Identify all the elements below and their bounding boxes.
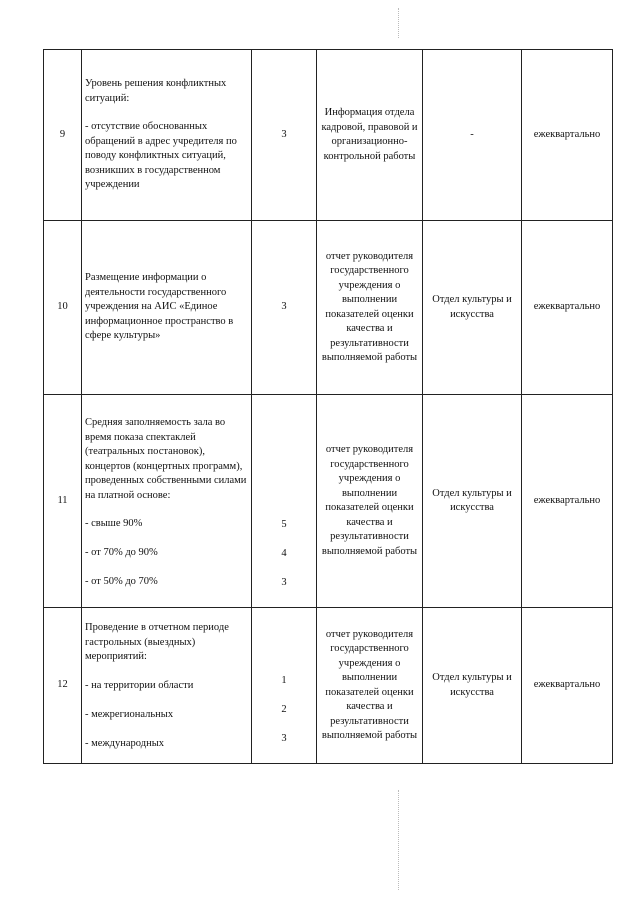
row-number: 12 bbox=[44, 608, 82, 764]
table-row bbox=[44, 50, 613, 221]
score-value: 3 bbox=[281, 577, 287, 588]
criterion-cell bbox=[82, 50, 252, 221]
period-cell: ежеквартально bbox=[522, 50, 613, 221]
table-row bbox=[44, 395, 613, 608]
criterion-cell bbox=[82, 221, 252, 395]
responsible-cell: - bbox=[423, 50, 522, 221]
score-cell: 3 bbox=[252, 50, 317, 221]
row-number: 9 bbox=[44, 50, 82, 221]
row-number: 10 bbox=[44, 221, 82, 395]
criterion-head: Размещение информации о деятельности государственного учреждения на АИС «Единое информационное пространство в сфере культуры» bbox=[85, 272, 234, 342]
row-number: 11 bbox=[44, 395, 82, 608]
source-cell: отчет руководителя государственного учреждения о выполнении показателей оценки качества и результативности выполняемой работы bbox=[317, 221, 423, 395]
responsible-cell: Отдел культуры и искусства bbox=[423, 608, 522, 764]
criterion-head: Уровень решения конфликтных ситуаций: bbox=[85, 78, 227, 104]
source-cell: отчет руководителя государственного учреждения о выполнении показателей оценки качества и результативности выполняемой работы bbox=[317, 395, 423, 608]
table-row bbox=[44, 221, 613, 395]
responsible-cell: Отдел культуры и искусства bbox=[423, 395, 522, 608]
score-value: 3 bbox=[281, 733, 287, 744]
criterion-item: - свыше 90% bbox=[85, 518, 143, 529]
criterion-item: - на территории области bbox=[85, 679, 194, 691]
criterion-item: - от 70% до 90% bbox=[85, 547, 158, 558]
period-cell: ежеквартально bbox=[522, 608, 613, 764]
score-value: 5 bbox=[281, 519, 287, 530]
score-value: 4 bbox=[281, 548, 287, 559]
criterion-head: Проведение в отчетном периоде гастрольных (выездных) мероприятий: bbox=[85, 622, 229, 663]
criterion-item: - межрегиональных bbox=[85, 708, 174, 720]
score-value: 1 bbox=[281, 675, 287, 686]
scan-artifact-top bbox=[398, 8, 400, 38]
criterion-item: - от 50% до 70% bbox=[85, 576, 158, 587]
scan-artifact-bottom bbox=[398, 790, 400, 890]
criterion-item: - международных bbox=[85, 737, 165, 749]
score-value: 2 bbox=[281, 704, 287, 715]
score-cell bbox=[252, 608, 317, 764]
source-cell: Информация отдела кадровой, правовой и организационно-контрольной работы bbox=[317, 50, 423, 221]
criterion-cell bbox=[82, 395, 252, 608]
source-cell: отчет руководителя государственного учреждения о выполнении показателей оценки качества и результативности выполняемой работы bbox=[317, 608, 423, 764]
period-cell: ежеквартально bbox=[522, 395, 613, 608]
score-cell: 3 bbox=[252, 221, 317, 395]
criterion-cell bbox=[82, 608, 252, 764]
criteria-table bbox=[43, 49, 613, 764]
criterion-head: Средняя заполняемость зала во время показа спектаклей (театральных постановок), концертов (концертных программ), проведенных собственными силами на платной основе: bbox=[85, 417, 247, 501]
score-cell bbox=[252, 395, 317, 608]
responsible-cell: Отдел культуры и искусства bbox=[423, 221, 522, 395]
criterion-item: - отсутствие обоснованных обращений в адрес учредителя по поводу конфликтных ситуаций, возникших в государственном учреждении bbox=[85, 121, 237, 191]
period-cell: ежеквартально bbox=[522, 221, 613, 395]
table-row bbox=[44, 608, 613, 764]
